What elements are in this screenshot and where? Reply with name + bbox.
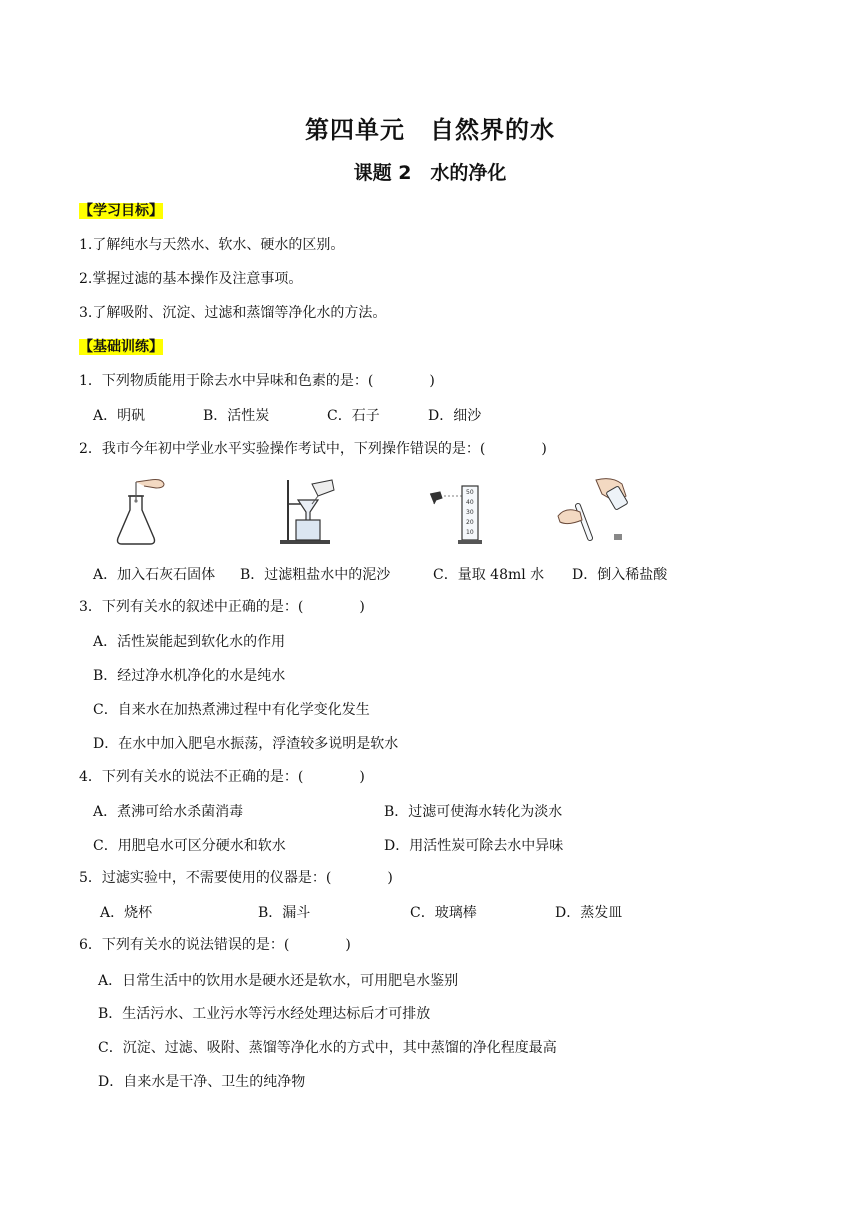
option: D．蒸发皿	[555, 905, 623, 921]
option: C．量取 48ml 水	[433, 567, 545, 583]
option: A．煮沸可给水杀菌消毒	[93, 804, 244, 820]
question-stem: 6．下列有关水的说法错误的是：( )	[79, 937, 351, 953]
filtration-setup-icon	[278, 476, 338, 548]
question-stem: 2．我市今年初中学业水平实验操作考试中，下列操作错误的是：( )	[79, 441, 547, 457]
option: B．经过净水机净化的水是纯水	[93, 668, 286, 684]
goals-label: 【学习目标】	[79, 203, 163, 219]
graduated-cylinder-icon	[428, 484, 490, 546]
goals-heading	[79, 201, 163, 221]
question-stem: 4．下列有关水的说法不正确的是：( )	[79, 769, 365, 785]
option: A．加入石灰石固体	[93, 567, 216, 583]
option: B．生活污水、工业污水等污水经处理达标后才可排放	[98, 1006, 431, 1022]
option: A．活性炭能起到软化水的作用	[93, 634, 286, 650]
option: B．过滤粗盐水中的泥沙	[240, 567, 391, 583]
goal-item: 1.了解纯水与天然水、软水、硬水的区别。	[79, 237, 345, 253]
option: D．在水中加入肥皂水振荡，浮渣较多说明是软水	[93, 736, 399, 752]
pouring-acid-icon	[556, 476, 636, 546]
cylinder-mark: 20	[466, 519, 474, 526]
question-stem: 1．下列物质能用于除去水中异味和色素的是：( )	[79, 373, 435, 389]
option: C．自来水在加热煮沸过程中有化学变化发生	[93, 702, 370, 718]
option: D．细沙	[428, 408, 482, 424]
option: A．日常生活中的饮用水是硬水还是软水，可用肥皂水鉴别	[98, 973, 459, 989]
cylinder-mark: 30	[466, 509, 474, 516]
option: C．用肥皂水可区分硬水和软水	[93, 838, 286, 854]
page-subtitle: 课题 2 水的净化	[353, 162, 507, 184]
question-stem: 5．过滤实验中，不需要使用的仪器是：( )	[79, 870, 393, 886]
page-title: 第四单元 自然界的水	[305, 116, 555, 144]
training-label: 【基础训练】	[79, 339, 163, 355]
option: B．过滤可使海水转化为淡水	[384, 804, 563, 820]
option: C．玻璃棒	[410, 905, 477, 921]
flask-solid-icon	[110, 474, 170, 546]
cylinder-mark: 50	[466, 489, 474, 496]
option: D．用活性炭可除去水中异味	[384, 838, 564, 854]
option: A．明矾	[93, 408, 146, 424]
question-stem: 3．下列有关水的叙述中正确的是：( )	[79, 599, 365, 615]
goal-item: 3.了解吸附、沉淀、过滤和蒸馏等净化水的方法。	[79, 305, 387, 321]
option: C．沉淀、过滤、吸附、蒸馏等净化水的方式中，其中蒸馏的净化程度最高	[98, 1040, 557, 1056]
option: D．自来水是干净、卫生的纯净物	[98, 1074, 306, 1090]
cylinder-mark: 40	[466, 499, 474, 506]
option: C．石子	[327, 408, 380, 424]
option: D．倒入稀盐酸	[572, 567, 668, 583]
goal-item: 2.掌握过滤的基本操作及注意事项。	[79, 271, 303, 287]
option: A．烧杯	[100, 905, 153, 921]
option: B．活性炭	[203, 408, 270, 424]
training-heading	[79, 337, 163, 357]
cylinder-mark: 10	[466, 529, 474, 536]
option: B．漏斗	[258, 905, 311, 921]
